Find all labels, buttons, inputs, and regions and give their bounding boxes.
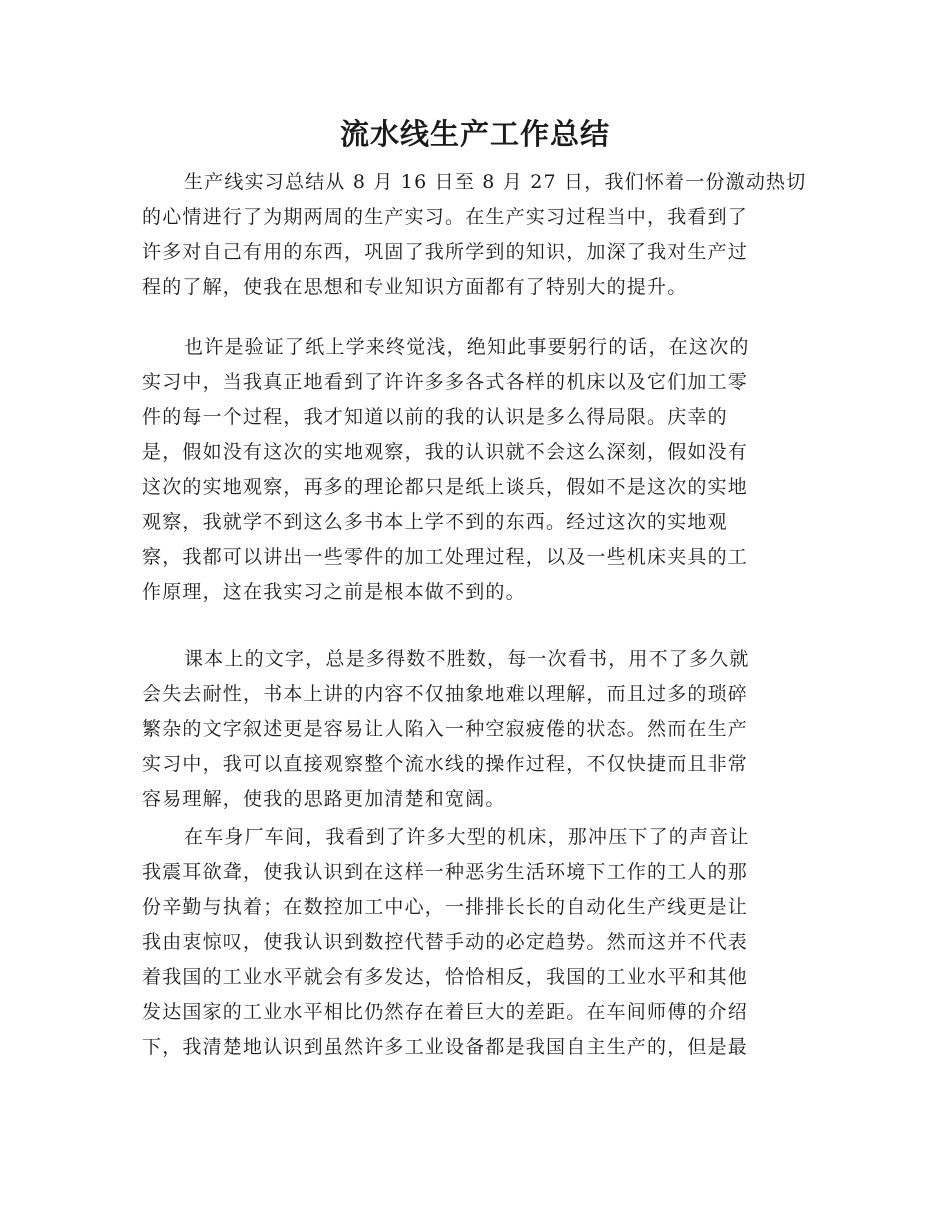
paragraph-line: 观察，我就学不到这么多书本上学不到的东西。经过这次的实地观 bbox=[142, 511, 728, 533]
paragraph-line: 察，我都可以讲出一些零件的加工处理过程，以及一些机床夹具的工 bbox=[142, 546, 749, 568]
paragraph-line: 实习中，当我真正地看到了许许多多各式各样的机床以及它们加工零 bbox=[142, 371, 749, 393]
paragraph-line: 实习中，我可以直接观察整个流水线的操作过程，不仅快捷而且非常 bbox=[142, 753, 749, 775]
paragraph-line: 容易理解，使我的思路更加清楚和宽阔。 bbox=[142, 788, 506, 810]
paragraph-1 bbox=[142, 165, 810, 305]
paragraph-line: 课本上的文字，总是多得数不胜数，每一次看书，用不了多久就 bbox=[184, 648, 750, 670]
paragraph-line: 这次的实地观察，再多的理论都只是纸上谈兵，假如不是这次的实地 bbox=[142, 476, 749, 498]
paragraph-2 bbox=[142, 330, 810, 610]
paragraph-line: 程的了解，使我在思想和专业知识方面都有了特别大的提升。 bbox=[142, 276, 688, 298]
paragraph-line: 的心情进行了为期两周的生产实习。在生产实习过程当中，我看到了 bbox=[142, 206, 749, 228]
paragraph-line: 会失去耐性，书本上讲的内容不仅抽象地难以理解，而且过多的琐碎 bbox=[142, 683, 749, 705]
paragraph-line: 也许是验证了纸上学来终觉浅，绝知此事要躬行的话，在这次的 bbox=[184, 336, 750, 358]
paragraph-line: 是，假如没有这次的实地观察，我的认识就不会这么深刻，假如没有 bbox=[142, 441, 749, 463]
paragraph-line: 生产线实习总结从 8 月 16 日至 8 月 27 日，我们怀着一份激动热切 bbox=[184, 171, 807, 193]
paragraph-line: 许多对自己有用的东西，巩固了我所学到的知识，加深了我对生产过 bbox=[142, 241, 749, 263]
paragraph-line: 在车身厂车间，我看到了许多大型的机床，那冲压下了的声音让 bbox=[184, 826, 750, 848]
paragraph-line: 份辛勤与执着；在数控加工中心，一排排长长的自动化生产线更是让 bbox=[142, 896, 749, 918]
paragraph-4 bbox=[142, 820, 810, 1065]
paragraph-line: 着我国的工业水平就会有多发达，恰恰相反，我国的工业水平和其他 bbox=[142, 966, 749, 988]
paragraph-line: 作原理，这在我实习之前是根本做不到的。 bbox=[142, 581, 526, 603]
paragraph-line: 发达国家的工业水平相比仍然存在着巨大的差距。在车间师傅的介绍 bbox=[142, 1001, 749, 1023]
paragraph-line: 下，我清楚地认识到虽然许多工业设备都是我国自主生产的，但是最 bbox=[142, 1036, 749, 1058]
paragraph-line: 我震耳欲聋，使我认识到在这样一种恶劣生活环境下工作的工人的那 bbox=[142, 861, 749, 883]
document-title: 流水线生产工作总结 bbox=[339, 117, 610, 151]
paragraph-line: 繁杂的文字叙述更是容易让人陷入一种空寂疲倦的状态。然而在生产 bbox=[142, 718, 749, 740]
paragraph-3 bbox=[142, 642, 810, 817]
paragraph-line: 件的每一个过程，我才知道以前的我的认识是多么得局限。庆幸的 bbox=[142, 406, 728, 428]
paragraph-line: 我由衷惊叹，使我认识到数控代替手动的必定趋势。然而这并不代表 bbox=[142, 931, 749, 953]
